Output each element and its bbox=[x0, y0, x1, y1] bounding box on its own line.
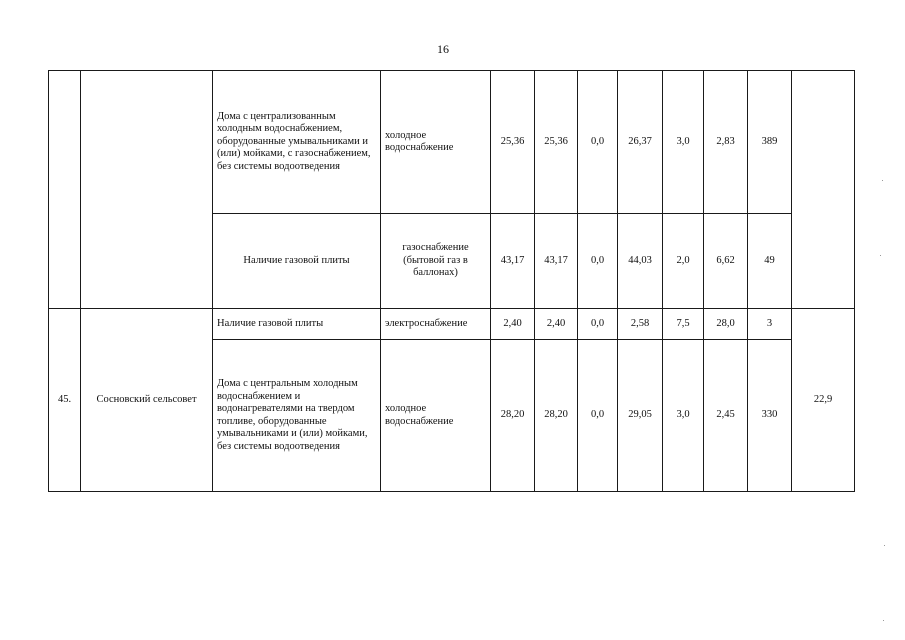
table-row bbox=[49, 309, 855, 340]
value-cell: 330 bbox=[748, 340, 792, 492]
value-cell: 2,83 bbox=[704, 71, 748, 214]
value-cell: 28,20 bbox=[491, 340, 535, 492]
table-row bbox=[49, 71, 855, 214]
number-cell-empty bbox=[49, 71, 81, 309]
value-cell: 2,45 bbox=[704, 340, 748, 492]
value-cell: 3,0 bbox=[663, 71, 704, 214]
service-cell: холодное водоснабжение bbox=[381, 71, 491, 214]
value-cell: 389 bbox=[748, 71, 792, 214]
row-number-cell: 45. bbox=[49, 309, 81, 492]
value-cell: 28,0 bbox=[704, 309, 748, 340]
value-cell: 44,03 bbox=[618, 214, 663, 309]
description-cell: Дома с централизованным холодным водоснабжением, оборудованные умывальниками и (или) мойками, с газоснабжением, без системы водоотведения bbox=[213, 71, 381, 214]
total-cell-empty bbox=[792, 71, 855, 309]
value-cell: 43,17 bbox=[491, 214, 535, 309]
value-cell: 2,40 bbox=[535, 309, 578, 340]
value-cell: 28,20 bbox=[535, 340, 578, 492]
value-cell: 3,0 bbox=[663, 340, 704, 492]
value-cell: 2,40 bbox=[491, 309, 535, 340]
total-value-cell: 22,9 bbox=[792, 309, 855, 492]
value-cell: 7,5 bbox=[663, 309, 704, 340]
scan-speck bbox=[884, 545, 885, 546]
value-cell: 26,37 bbox=[618, 71, 663, 214]
scan-speck bbox=[882, 180, 883, 181]
value-cell: 25,36 bbox=[491, 71, 535, 214]
service-cell: холодное водоснабжение bbox=[381, 340, 491, 492]
value-cell: 0,0 bbox=[578, 309, 618, 340]
value-cell: 25,36 bbox=[535, 71, 578, 214]
value-cell: 29,05 bbox=[618, 340, 663, 492]
service-cell: электроснабжение bbox=[381, 309, 491, 340]
value-cell: 0,0 bbox=[578, 214, 618, 309]
description-cell: Наличие газовой плиты bbox=[213, 309, 381, 340]
value-cell: 2,0 bbox=[663, 214, 704, 309]
value-cell: 6,62 bbox=[704, 214, 748, 309]
scan-speck bbox=[883, 620, 884, 621]
scan-speck bbox=[880, 255, 881, 256]
service-cell: газоснабжение (бытовой газ в баллонах) bbox=[381, 214, 491, 309]
value-cell: 0,0 bbox=[578, 71, 618, 214]
tariff-table bbox=[48, 70, 855, 492]
value-cell: 49 bbox=[748, 214, 792, 309]
page-number: 16 bbox=[437, 42, 449, 56]
value-cell: 43,17 bbox=[535, 214, 578, 309]
value-cell: 2,58 bbox=[618, 309, 663, 340]
value-cell: 0,0 bbox=[578, 340, 618, 492]
value-cell: 3 bbox=[748, 309, 792, 340]
description-cell: Дома с центральным холодным водоснабжением и водонагревателями на твердом топливе, оборудованные умывальниками и (или) мойками, без системы водоотведения bbox=[213, 340, 381, 492]
description-cell: Наличие газовой плиты bbox=[213, 214, 381, 309]
settlement-name-cell: Сосновский сельсовет bbox=[81, 309, 213, 492]
settlement-cell-empty bbox=[81, 71, 213, 309]
